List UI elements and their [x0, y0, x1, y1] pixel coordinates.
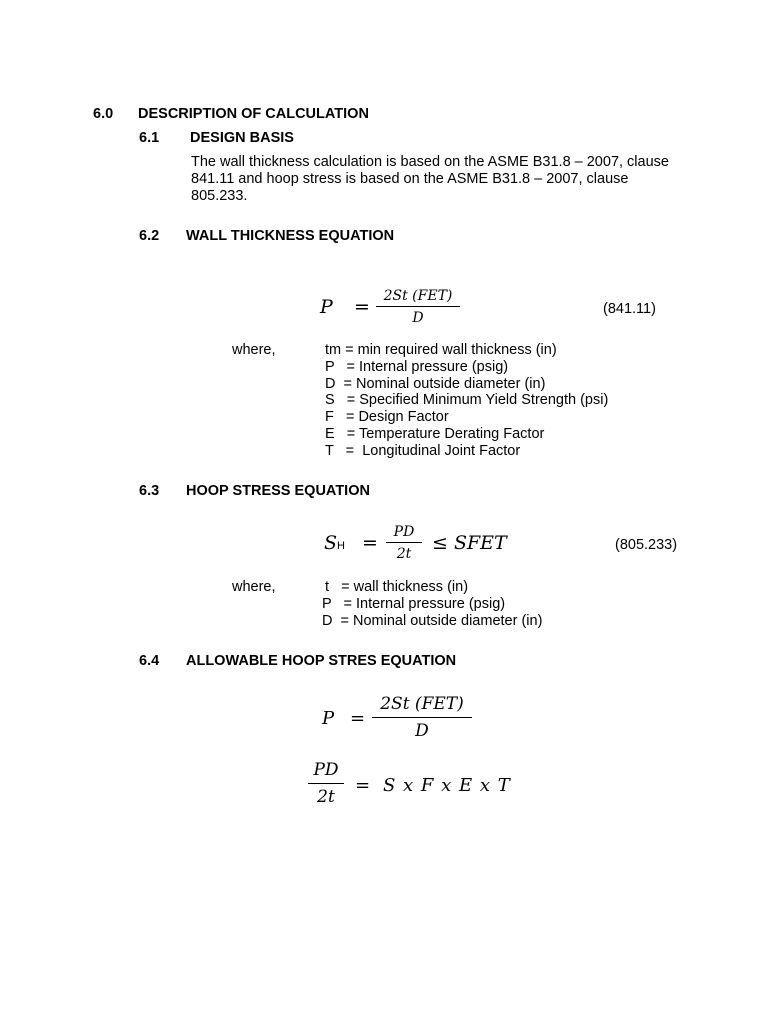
equation-lhs: P [320, 296, 333, 318]
equation-relation: = [355, 775, 371, 796]
equation-rhs: S x F x E x T [383, 775, 510, 796]
paragraph-line: The wall thickness calculation is based on the ASME B31.8 – 2007, clause [191, 154, 669, 170]
section-number-6-3: 6.3 [139, 483, 160, 499]
fraction-denominator: D [412, 310, 424, 326]
variable-definition: T = Longitudinal Joint Factor [325, 442, 521, 459]
section-number-6-0: 6.0 [93, 106, 114, 122]
section-number-6-4: 6.4 [139, 653, 160, 669]
equation-relation: = [362, 532, 378, 554]
section-title-hoop-stress: HOOP STRESS EQUATION [186, 483, 370, 499]
section-number-6-2: 6.2 [139, 228, 160, 244]
variable-definition: tm = min required wall thickness (in) [325, 342, 557, 358]
fraction-numerator: 2St (FET) [380, 694, 464, 714]
equation-lhs: P [322, 708, 335, 729]
fraction-denominator: D [415, 721, 429, 741]
equation-reference: (805.233) [615, 537, 678, 553]
equation-relation: = [354, 296, 370, 318]
variable-definition: E = Temperature Derating Factor [325, 425, 545, 442]
equation-fraction [372, 694, 472, 741]
section-title-wall-thickness: WALL THICKNESS EQUATION [186, 228, 395, 244]
section-number-6-1: 6.1 [139, 130, 160, 146]
fraction-numerator: 2St (FET) [383, 288, 453, 304]
fraction-denominator: 2t [317, 787, 335, 807]
where-label: where, [232, 579, 276, 595]
equation-rhs: ≤ SFET [432, 532, 507, 554]
variable-definition: D = Nominal outside diameter (in) [325, 375, 546, 392]
equation-fraction [386, 524, 422, 562]
equation-lhs [324, 532, 345, 554]
variable-definition: S = Specified Minimum Yield Strength (psi) [325, 392, 609, 409]
variable-list [322, 579, 542, 629]
fraction-bar [386, 542, 422, 543]
design-basis-paragraph [191, 154, 731, 205]
section-title-allowable-hoop-stress: ALLOWABLE HOOP STRES EQUATION [186, 653, 457, 669]
equation-reference: (841.11) [603, 301, 656, 317]
equation-fraction [376, 288, 460, 326]
section-title-design-basis: DESIGN BASIS [190, 130, 294, 146]
fraction-numerator: PD [313, 760, 339, 780]
fraction-bar [372, 717, 472, 718]
fraction-bar [308, 783, 344, 784]
equation-relation: = [350, 708, 366, 729]
fraction-denominator: 2t [396, 546, 412, 562]
equation-fraction [308, 760, 344, 807]
fraction-bar [376, 306, 460, 307]
variable-definition: t = wall thickness (in) [325, 579, 469, 595]
where-label: where, [232, 342, 276, 358]
fraction-numerator: PD [393, 524, 415, 540]
equation-lhs-symbol: S [324, 532, 338, 554]
paragraph-line: 805.233. [191, 188, 248, 204]
variable-definition: P = Internal pressure (psig) [322, 595, 506, 612]
variable-definition: P = Internal pressure (psig) [325, 358, 509, 375]
equation-lhs-subscript: H [337, 540, 345, 552]
variable-list [325, 342, 608, 460]
section-title-description: DESCRIPTION OF CALCULATION [138, 106, 369, 122]
variable-definition: D = Nominal outside diameter (in) [322, 612, 543, 629]
variable-definition: F = Design Factor [325, 409, 449, 426]
paragraph-line: 841.11 and hoop stress is based on the ASME B31.8 – 2007, clause [191, 171, 629, 187]
